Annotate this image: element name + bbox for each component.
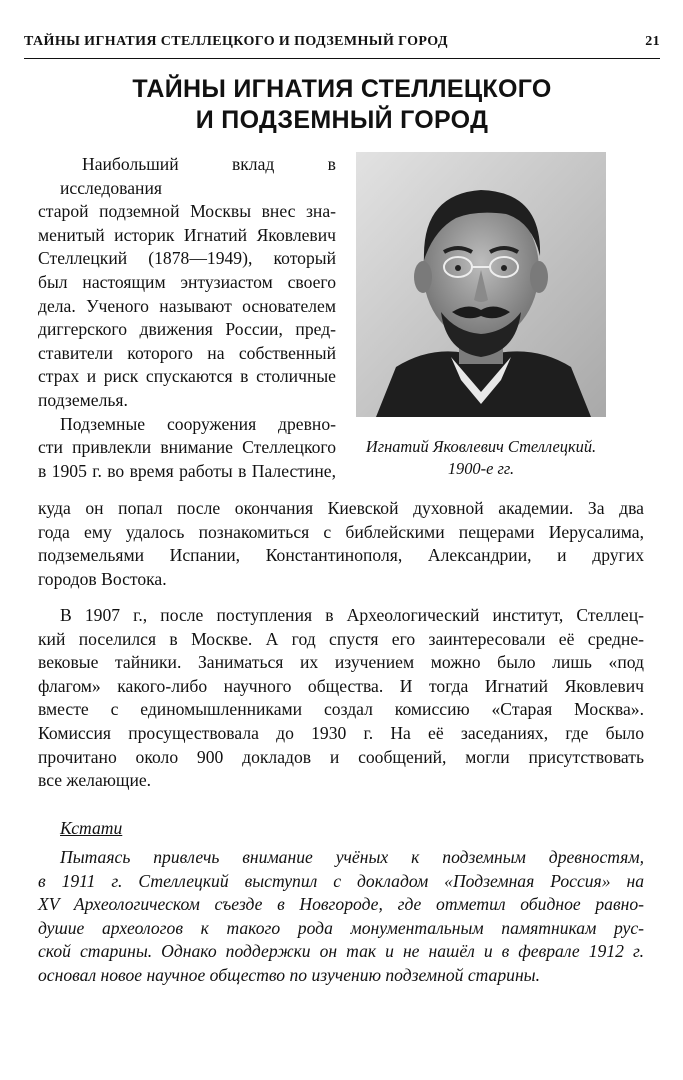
text-line: менитый историк Игнатий Яковлевич xyxy=(38,224,336,245)
text-line: кий поселился в Москве. А год спустя его заинтересовали её средне- xyxy=(38,628,644,649)
text-line: Подземные сооружения древно- xyxy=(60,413,336,434)
text-line: вековые тайники. Заниматься их изучением можно было лишь «под xyxy=(38,652,644,673)
text-line: Комиссия просуществовала до 1930 г. На её заседаниях, где было xyxy=(38,722,644,743)
note-heading: Кстати xyxy=(60,818,123,838)
text-line: вместе с единомышленниками создал комиссию «Старая Москва». xyxy=(38,699,644,720)
text-line: куда он попал после окончания Киевской духовной академии. За два xyxy=(38,498,644,518)
text-line: диггерского движения России, пред- xyxy=(38,319,336,340)
text-line: флагом» какого-либо научного общества. И тогда Игнатий Яковлевич xyxy=(38,675,644,696)
chapter-title xyxy=(24,74,660,136)
caption-line-1: Игнатий Яковлевич Стеллецкий. xyxy=(365,437,597,456)
text-line: прочитано около 900 докладов и сообщений, могли присутствовать xyxy=(38,746,644,767)
caption-line-2: 1900-е гг. xyxy=(447,459,515,478)
text-line: года ему удалось познакомиться с библейскими пещерами Иерусалима, xyxy=(38,521,644,542)
text-line: подземелья. xyxy=(38,389,128,410)
paragraph-1907 xyxy=(38,604,644,793)
text-line: Наибольший вклад в исследования xyxy=(60,154,336,198)
text-line: Стеллецкий (1878—1949), который xyxy=(38,248,336,269)
text-line: сти привлекли внимание Стеллецкого xyxy=(38,437,336,458)
text-line: в 1905 г. во время работы в Палестине, xyxy=(38,460,336,481)
text-line: был настоящим энтузиастом своего xyxy=(38,271,336,292)
header-rule xyxy=(24,58,660,59)
text-line: дела. Ученого называют основателем xyxy=(38,295,336,316)
text-line: старой подземной Москвы внес зна- xyxy=(38,201,336,222)
text-line: XV Археологическом съезде в Новгороде, где отметил обидное равно- xyxy=(38,894,644,915)
portrait-illustration xyxy=(356,152,606,417)
text-line: городов Востока. xyxy=(38,568,167,589)
running-header xyxy=(24,34,660,50)
page-number: 21 xyxy=(645,34,660,49)
text-line: ставители которого на собственный xyxy=(38,342,336,363)
text-line: В 1907 г., после поступления в Археологический институт, Стеллец- xyxy=(60,605,644,625)
text-line: душие археологов к такого рода монументальным памятникам рус- xyxy=(38,917,644,938)
paragraph-continuation xyxy=(38,497,644,591)
running-title: ТАЙНЫ ИГНАТИЯ СТЕЛЛЕЦКОГО И ПОДЗЕМНЫЙ ГОРОД xyxy=(24,34,448,49)
portrait-photo xyxy=(356,152,606,417)
text-line: основал новое научное общество по изучению подземной старины. xyxy=(38,964,540,985)
note-paragraph xyxy=(38,846,644,988)
left-column-text xyxy=(38,153,336,483)
text-line: в 1911 г. Стеллецкий выступил с докладом «Подземная Россия» на xyxy=(38,870,644,891)
photo-caption xyxy=(346,436,616,480)
text-line: Пытаясь привлечь внимание учёных к подземным древностям, xyxy=(60,847,644,867)
chapter-title-line-2: И ПОДЗЕМНЫЙ ГОРОД xyxy=(195,106,489,134)
chapter-title-line-1: ТАЙНЫ ИГНАТИЯ СТЕЛЛЕЦКОГО xyxy=(132,75,552,103)
text-line: подземельями Испании, Константинополя, Александрии, и других xyxy=(38,545,644,566)
text-line: ской старины. Однако поддержки он так и не нашёл и в феврале 1912 г. xyxy=(38,941,644,962)
text-line: страх и риск спускаются в столичные xyxy=(38,366,336,387)
text-line: все желающие. xyxy=(38,770,152,791)
